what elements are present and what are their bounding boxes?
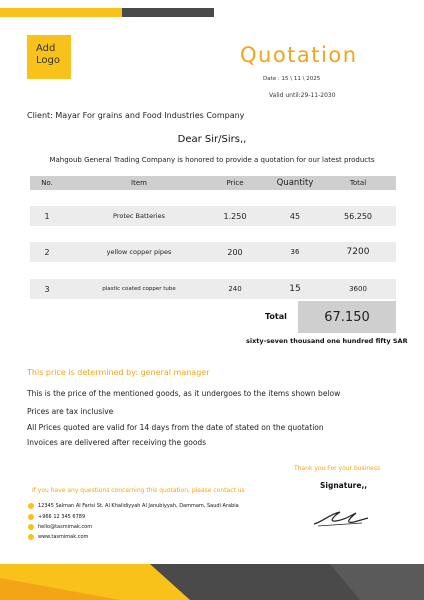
- total-in-words: sixty-seven thousand one hundred fifty SAR: [246, 337, 408, 345]
- row-no: 3: [44, 284, 50, 294]
- header-no: No.: [41, 179, 53, 187]
- client-name: Client: Mayar For grains and Food Industries Company: [27, 111, 245, 120]
- logo-line-2: Logo: [36, 55, 60, 66]
- term-item: Prices are tax inclusive: [27, 407, 114, 416]
- row-item: yellow copper pipes: [106, 248, 172, 256]
- location-icon: [28, 503, 34, 509]
- top-dark-bar: [122, 8, 214, 17]
- contact-website: [28, 534, 88, 540]
- total-value: 67.150: [298, 301, 396, 333]
- table-header: [30, 176, 396, 190]
- row-total: 56.250: [344, 211, 372, 221]
- logo-placeholder: [27, 35, 71, 79]
- address-text: 12345 Salman Al Farisi St, Al Khalidiyyah Al Janubiyyah, Dammam, Saudi Arabia: [38, 503, 239, 509]
- row-quantity: 45: [289, 211, 301, 221]
- contact-phone: [28, 514, 85, 520]
- email-text[interactable]: hello@tasmimak.com: [38, 524, 93, 530]
- greeting: Dear Sir/Sirs,,: [177, 134, 247, 145]
- contact-address: [28, 503, 239, 509]
- row-quantity: 15: [289, 284, 301, 294]
- table-row: [30, 242, 396, 262]
- total-label: Total: [265, 312, 287, 321]
- row-item: Protec Batteries: [113, 212, 165, 220]
- signature-label: Signature,,: [320, 481, 368, 490]
- row-quantity: 36: [290, 248, 300, 256]
- header-price: Price: [226, 179, 244, 187]
- globe-icon: [28, 534, 34, 540]
- row-item: plastic coated copper tube: [102, 286, 176, 292]
- row-price: 1.250: [223, 211, 247, 221]
- contact-email: [28, 524, 92, 530]
- row-no: 1: [44, 211, 50, 221]
- header-item: Item: [131, 179, 147, 187]
- table-row: [30, 279, 396, 299]
- phone-icon: [28, 514, 34, 520]
- row-total: 7200: [346, 247, 370, 257]
- intro-text: Mahgoub General Trading Company is honored to provide a quotation for our latest products: [49, 156, 375, 164]
- header-quantity: Quantity: [276, 178, 314, 188]
- table-row: [30, 206, 396, 226]
- header-total: Total: [349, 179, 367, 187]
- price-determined-by: This price is determined by: general manager: [27, 368, 210, 377]
- logo-line-1: Add: [36, 43, 56, 54]
- row-no: 2: [44, 247, 50, 257]
- thank-you-note: Thank you For your business: [294, 465, 381, 472]
- quotation-date: Date : 15 \ 11 \ 2025: [263, 76, 321, 82]
- phone-text: +966 12 345 6789: [38, 514, 86, 520]
- signature-scribble: [310, 504, 372, 530]
- valid-until: Valid until:29-11-2030: [269, 92, 336, 99]
- term-item: Invoices are delivered after receiving the goods: [27, 438, 207, 447]
- footer-decoration: [0, 560, 424, 600]
- contact-prompt: If you have any questions concerning this quotation, please contact us: [32, 487, 245, 494]
- website-text[interactable]: www.tasmimak.com: [38, 534, 89, 540]
- row-price: 200: [227, 247, 243, 257]
- price-description: This is the price of the mentioned goods, as it undergoes to the items shown below: [27, 389, 341, 398]
- row-price: 240: [228, 285, 242, 293]
- row-total: 3600: [349, 285, 367, 293]
- top-accent-bar: [0, 8, 122, 17]
- document-title: Quotation: [240, 43, 358, 67]
- email-icon: [28, 524, 34, 530]
- term-item: All Prices quoted are valid for 14 days from the date of stated on the quotation: [27, 423, 324, 432]
